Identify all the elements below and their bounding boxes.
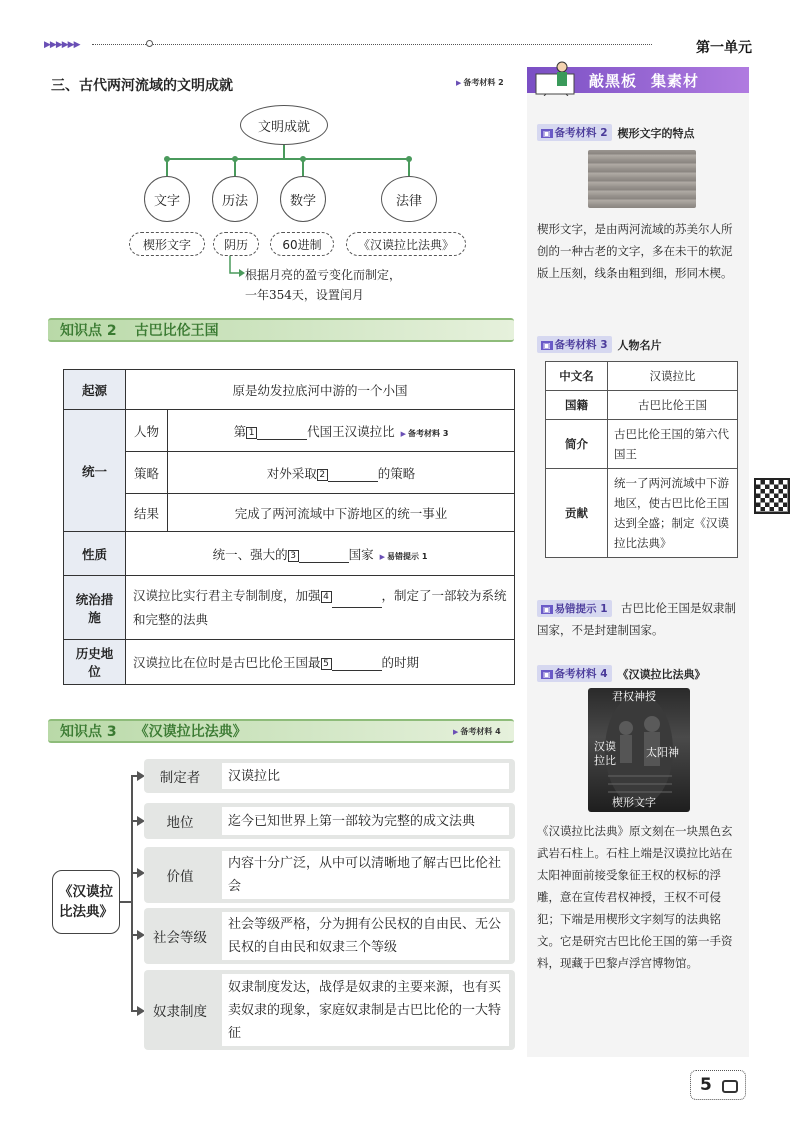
ref-tag: ▶ 易错提示 1 — [380, 552, 428, 561]
material-4-tag — [537, 665, 706, 682]
header-arrows: ▶▶▶▶▶▶ — [44, 40, 80, 50]
book-icon — [722, 1080, 738, 1093]
header-rule — [92, 44, 652, 45]
blank-number: 2 — [317, 469, 328, 481]
node-law: 法律 — [381, 176, 437, 222]
sub-lunar: 阴历 — [213, 232, 259, 256]
badge-label: 备考材料 — [554, 668, 597, 680]
answer-blank[interactable] — [332, 594, 382, 608]
law-stele-image — [588, 688, 690, 812]
sub-cuneiform: 楔形文字 — [129, 232, 205, 256]
text: 的策略 — [377, 465, 416, 481]
page-number: 5 — [700, 1075, 712, 1095]
cuneiform-tablet-image — [588, 150, 696, 208]
note-line-1: 根据月亮的盈亏变化而制定， — [245, 268, 402, 282]
cell-label: 性质 — [64, 532, 126, 576]
stele-label-left: 汉谟 — [594, 740, 616, 753]
material-4-text: 《汉谟拉比法典》原文刻在一块黑色玄武岩石柱上。石柱上端是汉谟拉比站在太阳神面前接受象征王权的权标的浮雕，意在宣传君权神授，王权不可侵犯；下端是用楔形文字刻写的法典铭文。它是研究古巴比伦王国的第一手资料，现藏于巴黎卢浮宫博物馆。 — [537, 824, 733, 970]
branch-line — [167, 158, 411, 160]
cell-sublabel: 策略 — [126, 452, 168, 494]
law-item — [144, 759, 515, 793]
blank-number: 1 — [246, 427, 257, 439]
law-value: 内容十分广泛，从中可以清晰地了解古巴比伦社会 — [222, 851, 509, 899]
law-key: 制定者 — [159, 770, 201, 786]
text: 代国王汉谟拉比 — [307, 423, 395, 439]
badge-label: 备考材料 — [554, 339, 597, 351]
blank-number: 5 — [321, 658, 332, 670]
law-key: 价值 — [166, 869, 194, 885]
sidebar-title-b: 集素材 — [651, 71, 700, 90]
law-key: 地位 — [166, 815, 194, 831]
sidebar-title-a: 敲黑板 — [589, 71, 638, 90]
section-title: 三、古代两河流域的文明成就 — [51, 78, 233, 94]
node-calendar: 历法 — [212, 176, 258, 222]
node-math: 数学 — [280, 176, 326, 222]
root-line-1: 《汉谟拉 — [59, 884, 113, 900]
cell-label: 统一 — [64, 410, 126, 532]
law-item — [144, 847, 515, 903]
text: 国家 — [348, 546, 374, 562]
answer-blank[interactable] — [332, 657, 382, 671]
stele-label-left: 拉比 — [594, 754, 616, 767]
note-line-2: 一年354天，设置闰月 — [245, 288, 364, 302]
header-circle — [146, 40, 153, 47]
cell-person — [168, 410, 515, 452]
sub-sexagesimal: 60进制 — [270, 232, 334, 256]
law-item — [144, 803, 515, 839]
material-badge — [537, 665, 612, 682]
stele-label-top: 君权神授 — [612, 690, 656, 703]
card-key: 中文名 — [546, 362, 608, 391]
material-2-tag — [537, 124, 695, 141]
card-value: 汉谟拉比 — [608, 362, 738, 391]
lunar-note — [245, 265, 401, 305]
teacher-icon — [532, 60, 582, 96]
badge-number: 4 — [600, 668, 608, 680]
stele-label-bottom: 楔形文字 — [612, 796, 656, 809]
text: 对外采取 — [266, 465, 317, 481]
material-title: 人物名片 — [617, 338, 662, 352]
kp3-banner — [48, 719, 514, 743]
branch-line — [234, 160, 236, 176]
card-key: 国籍 — [546, 391, 608, 420]
ref-tag: ▶ 备考材料 2 — [456, 77, 504, 88]
law-root — [52, 870, 120, 934]
branch-line — [408, 160, 410, 176]
material-2-text: 楔形文字，是由两河流域的苏美尔人所创的一种古老的文字，多在未干的软泥版上压刻，线条由粗到细，形同木楔。 — [537, 222, 733, 280]
mindmap-root: 文明成就 — [240, 105, 328, 145]
badge-number: 3 — [600, 339, 608, 351]
cell-measure — [126, 576, 515, 640]
text: 第 — [233, 423, 247, 439]
kp2-title: 古巴比伦王国 — [134, 323, 219, 339]
answer-blank[interactable] — [328, 468, 378, 482]
law-value: 社会等级严格，分为拥有公民权的自由民、无公民权的自由民和奴隶三个等级 — [222, 912, 509, 960]
law-value: 汉谟拉比 — [222, 763, 509, 789]
badge-icon: ▣ — [543, 670, 551, 679]
card-value: 古巴比伦王国的第六代国王 — [608, 420, 738, 469]
stele-label-right: 太阳神 — [646, 746, 679, 759]
badge-icon: ▣ — [543, 605, 551, 614]
kp2-label: 知识点 2 — [60, 323, 117, 339]
cell-status — [126, 640, 515, 685]
text: ，制定了一部较为系统和完整的法典 — [133, 587, 507, 627]
cell-sublabel: 人物 — [126, 410, 168, 452]
branch-line — [283, 145, 285, 159]
material-badge — [537, 124, 612, 141]
law-item — [144, 970, 515, 1050]
ref-tag: ▶ 备考材料 3 — [401, 429, 449, 438]
cell-label: 统治措施 — [64, 576, 126, 640]
cell-strategy — [168, 452, 515, 494]
text: 的时期 — [381, 655, 420, 670]
cell-label: 历史地位 — [64, 640, 126, 685]
answer-blank[interactable] — [257, 426, 307, 440]
cell-nature — [126, 532, 515, 576]
blank-number: 4 — [321, 591, 332, 603]
tip-text: 古巴比伦王国是奴隶制国家，不是封建制国家。 — [537, 601, 736, 637]
badge-icon: ▣ — [543, 129, 551, 138]
sidebar-title — [589, 70, 699, 91]
law-value: 奴隶制度发达，战俘是奴隶的主要来源，也有买卖奴隶的现象，家庭奴隶制是古巴比伦的一大特征 — [222, 974, 509, 1046]
material-3-tag — [537, 336, 662, 353]
law-value: 迄今已知世界上第一部较为完整的成文法典 — [222, 807, 509, 835]
kp2-banner — [48, 318, 514, 342]
cell-origin: 原是幼发拉底河中游的一个小国 — [126, 370, 515, 410]
branch-line — [166, 160, 168, 176]
cell-label: 起源 — [64, 370, 126, 410]
branch-line — [302, 160, 304, 176]
text: 汉谟拉比实行君主专制制度，加强 — [133, 587, 321, 603]
qr-code[interactable] — [754, 478, 790, 514]
kp3-label: 知识点 3 — [60, 724, 117, 740]
material-title: 楔形文字的特点 — [617, 126, 695, 140]
cell-sublabel: 结果 — [126, 494, 168, 532]
card-value: 统一了两河流域中下游地区，使古巴比伦王国达到全盛；制定《汉谟拉比法典》 — [608, 469, 738, 558]
text: 统一、强大的 — [212, 546, 288, 562]
cell-result: 完成了两河流域中下游地区的统一事业 — [168, 494, 515, 532]
card-key: 简介 — [546, 420, 608, 469]
badge-number: 1 — [600, 603, 608, 615]
person-card — [545, 361, 738, 558]
kp3-title: 《汉谟拉比法典》 — [134, 724, 247, 740]
law-item — [144, 908, 515, 964]
node-writing: 文字 — [144, 176, 190, 222]
material-title: 《汉谟拉比法典》 — [617, 667, 706, 681]
law-key: 社会等级 — [153, 930, 207, 946]
blank-number: 3 — [288, 550, 299, 562]
kp2-table — [63, 369, 515, 685]
root-line-2: 比法典》 — [59, 904, 113, 920]
sub-code: 《汉谟拉比法典》 — [346, 232, 466, 256]
ref-tag: ▶ 备考材料 4 — [453, 726, 501, 737]
badge-label: 易错提示 — [554, 603, 597, 615]
badge-label: 备考材料 — [554, 127, 597, 139]
connector-trunk — [131, 775, 133, 1011]
card-key: 贡献 — [546, 469, 608, 558]
law-key: 奴隶制度 — [153, 1004, 207, 1020]
badge-number: 2 — [600, 127, 608, 139]
unit-title: 第一单元 — [696, 40, 752, 56]
card-value: 古巴比伦王国 — [608, 391, 738, 420]
material-badge — [537, 336, 612, 353]
text: 汉谟拉比在位时是古巴比伦王国最 — [133, 655, 321, 670]
badge-icon: ▣ — [543, 341, 551, 350]
answer-blank[interactable] — [299, 549, 349, 563]
